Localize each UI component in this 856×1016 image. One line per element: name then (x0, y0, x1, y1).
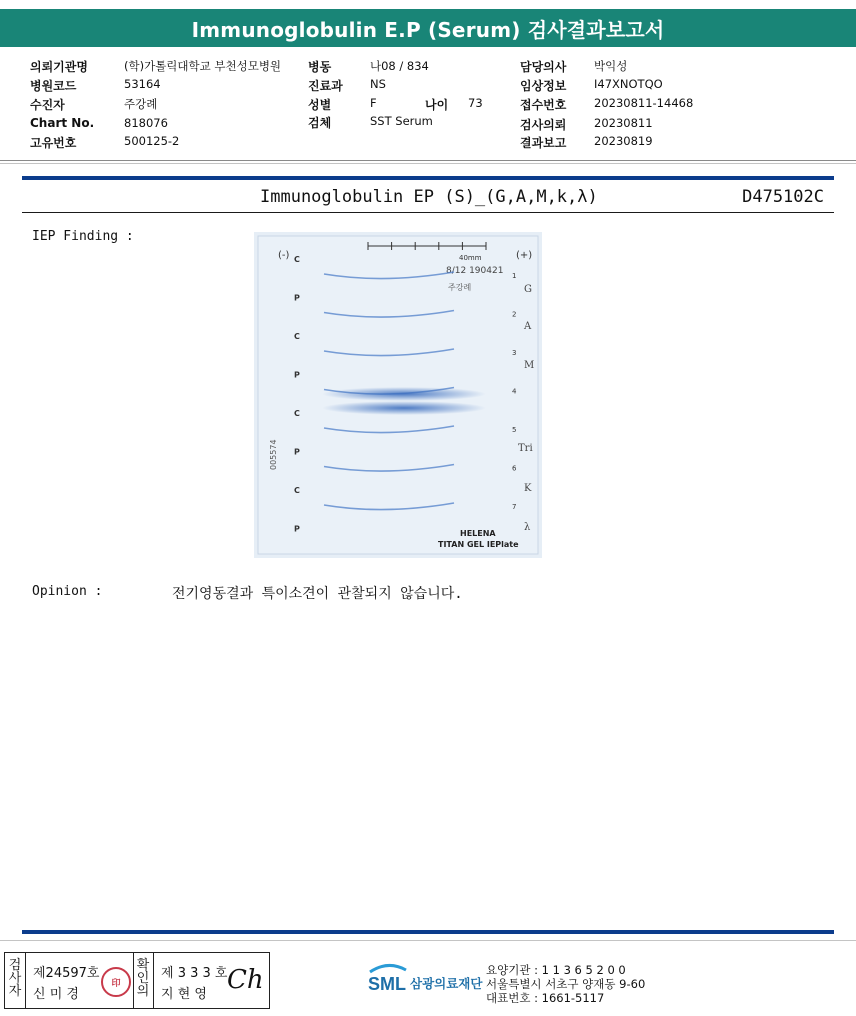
patient-value: 주강례 (124, 97, 158, 111)
chart-value: 818076 (124, 116, 168, 130)
test-title: Immunoglobulin EP (S)_(G,A,M,k,λ) (260, 187, 598, 207)
unique-value: 500125-2 (124, 134, 180, 148)
institution-code: 요양기관 : 1 1 3 6 5 2 0 0 (486, 963, 626, 977)
lane-number: 1 (512, 272, 517, 280)
minus-label: (-) (278, 250, 290, 261)
box-divider-2 (133, 953, 134, 1008)
specimen-value: SST Serum (370, 114, 433, 128)
lane-letter: C (294, 332, 300, 341)
gel-side-number: 005574 (269, 439, 278, 470)
ward-label: 병동 (308, 60, 332, 74)
scale-label: 40mm (459, 254, 482, 262)
gel-brand-1: HELENA (460, 529, 496, 538)
confirmer-number: 제 3 3 3 호 (161, 966, 228, 981)
unique-label: 고유번호 (30, 136, 77, 150)
receipt-label: 접수번호 (520, 98, 567, 112)
inspector-label-char: 사 (8, 971, 22, 986)
institution-label: 의뢰기관명 (30, 60, 88, 74)
antiserum-label: Tri (518, 443, 533, 454)
report-title-banner (0, 9, 856, 47)
hospital-code-label: 병원코드 (30, 79, 77, 93)
lane-letter: C (294, 409, 300, 418)
confirmer-label-char: 의 (136, 984, 150, 999)
lane-number: 7 (512, 503, 517, 511)
inspector-label-char: 자 (8, 984, 22, 999)
inspector-number: 제24597호 (33, 966, 100, 981)
institution-value: (학)가톨릭대학교 부천성모병원 (124, 59, 282, 73)
box-divider-3 (153, 953, 154, 1008)
dept-value: NS (370, 77, 386, 91)
address: 서울특별시 서초구 양재동 9-60 (486, 977, 646, 991)
inspector-name: 신 미 경 (33, 987, 79, 1002)
test-title-row (22, 184, 834, 213)
gel-brand-2: TITAN GEL IEPlate (438, 540, 519, 549)
sex-value: F (370, 96, 377, 110)
box-divider-1 (25, 953, 26, 1008)
antiserum-label: K (524, 483, 532, 494)
report-label: 결과보고 (520, 136, 567, 150)
confirmer-label-char: 확 (136, 958, 150, 973)
request-value: 20230811 (594, 116, 653, 130)
sml-logo (366, 962, 410, 1002)
chart-label: Chart No. (30, 116, 95, 130)
iep-finding-label: IEP Finding : (32, 229, 134, 244)
logo-text: SML (368, 974, 406, 994)
top-blue-rule (22, 176, 834, 180)
lane-letter: C (294, 255, 300, 264)
gel-name: 주강례 (448, 283, 472, 292)
inspector-seal: 印 (101, 967, 131, 997)
confirmer-name: 지 현 영 (161, 987, 207, 1002)
doctor-label: 담당의사 (520, 60, 567, 74)
header-divider (0, 160, 856, 161)
lane-letter: P (294, 293, 300, 303)
opinion-text: 전기영동결과 특이소견이 관찰되지 않습니다. (172, 586, 463, 602)
doctor-value: 박익성 (594, 59, 628, 73)
age-label: 나이 (425, 98, 449, 112)
sex-label: 성별 (308, 98, 332, 112)
request-label: 검사의뢰 (520, 118, 567, 132)
antiserum-label: M (524, 360, 535, 371)
inspector-label-char: 검 (8, 958, 22, 973)
lane-letter: P (294, 370, 300, 380)
antiserum-label: λ (524, 522, 531, 533)
ward-value: 나08 / 834 (370, 59, 429, 73)
receipt-value: 20230811-14468 (594, 96, 694, 110)
bottom-blue-rule (22, 930, 834, 934)
lane-number: 6 (512, 464, 517, 473)
logo-arc (370, 965, 406, 972)
sml-logo-mark (366, 962, 410, 998)
lane-number: 2 (512, 310, 517, 319)
phone: 대표번호 : 1661-5117 (486, 991, 605, 1005)
gel-date: 8/12 190421 (446, 266, 504, 276)
antiserum-label: G (524, 284, 532, 295)
foundation-name: 삼광의료재단 (410, 976, 483, 991)
confirmer-signature: Ch (227, 965, 264, 995)
footer-divider (0, 940, 856, 941)
specimen-label: 검체 (308, 116, 332, 130)
header-divider-light (0, 163, 856, 164)
lane-letter: P (294, 524, 300, 534)
confirmer-label-char: 인 (136, 971, 150, 986)
lane-number: 3 (512, 349, 517, 357)
report-value: 20230819 (594, 134, 653, 148)
confirmer-label (136, 959, 150, 998)
signature-box (4, 952, 270, 1009)
dept-label: 진료과 (308, 79, 343, 93)
age-value: 73 (468, 96, 483, 110)
opinion-label: Opinion : (32, 584, 103, 599)
lane-number: 5 (512, 426, 517, 434)
inspector-label (8, 959, 22, 998)
antiserum-label: A (524, 321, 532, 332)
clinical-label: 임상정보 (520, 79, 567, 93)
serum-band-lower (322, 401, 486, 415)
clinical-value: I47XNOTQO (594, 77, 663, 91)
hospital-code-value: 53164 (124, 77, 161, 91)
report-title: Immunoglobulin E.P (Serum) 검사결과보고서 (191, 17, 665, 42)
iep-gel-image (254, 232, 542, 558)
lane-number: 4 (512, 387, 517, 396)
patient-header (0, 52, 856, 158)
lane-letter: P (294, 447, 300, 457)
plus-label: (+) (516, 250, 533, 261)
gel-plate (254, 232, 542, 558)
serum-band-upper (322, 387, 486, 401)
lane-letter: C (294, 486, 300, 495)
patient-label: 수진자 (30, 98, 65, 112)
test-code: D475102C (742, 187, 824, 207)
